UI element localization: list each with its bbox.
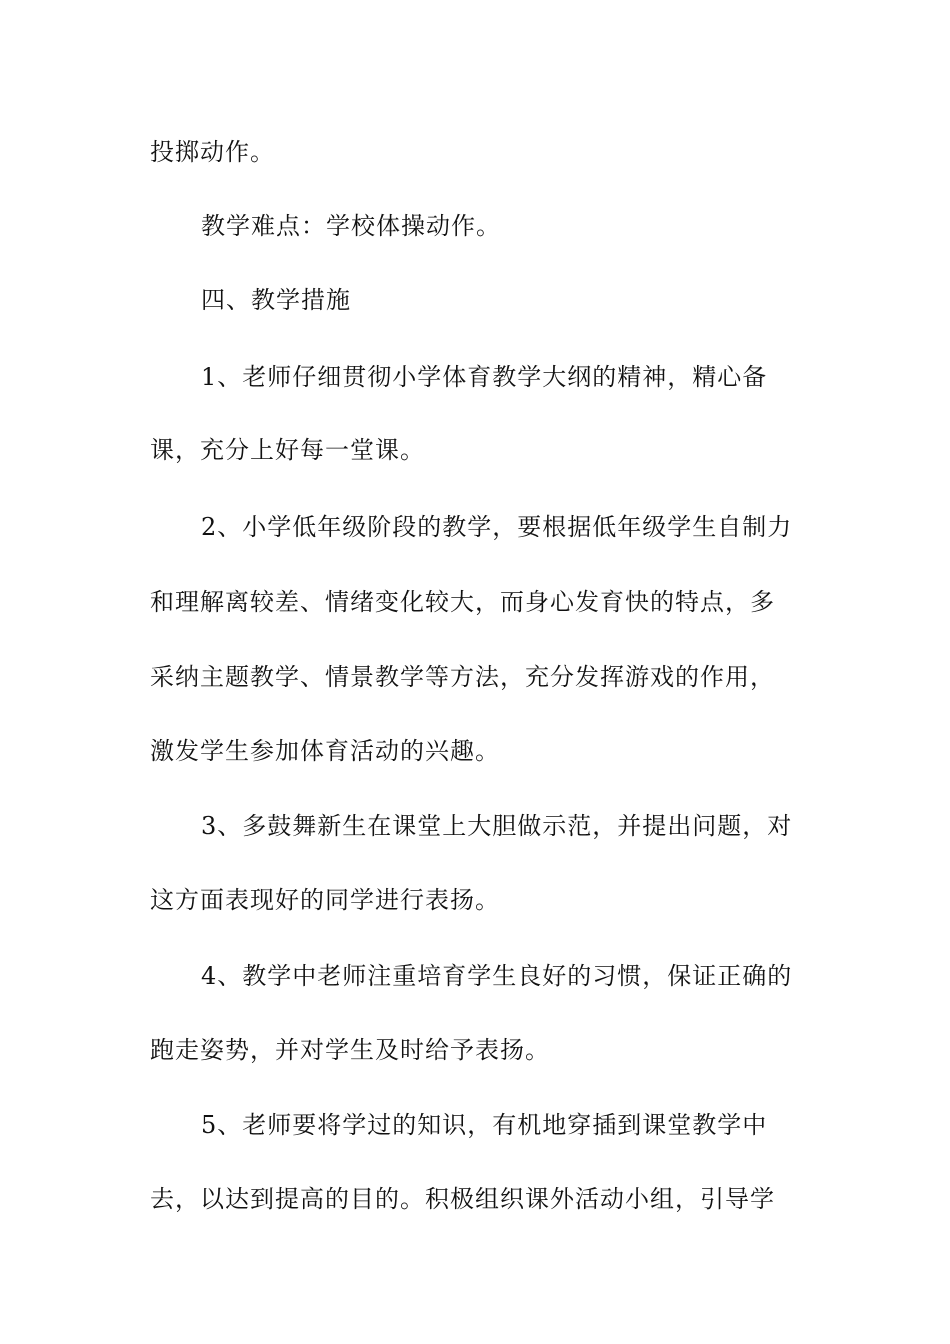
text-line: 1、老师仔细贯彻小学体育教学大纲的精神，精心备 [201, 363, 768, 391]
text-line: 这方面表现好的同学进行表扬。 [150, 886, 500, 914]
text-line: 和理解离较差、情绪变化较大，而身心发育快的特点，多 [150, 588, 775, 616]
text-line: 课，充分上好每一堂课。 [150, 436, 425, 464]
text-line: 采纳主题教学、情景教学等方法，充分发挥游戏的作用， [150, 663, 775, 691]
text-line: 5、老师要将学过的知识，有机地穿插到课堂教学中 [201, 1111, 768, 1139]
text-line: 激发学生参加体育活动的兴趣。 [150, 737, 500, 765]
text-line: 跑走姿势，并对学生及时给予表扬。 [150, 1036, 550, 1064]
text-line: 教学难点：学校体操动作。 [201, 212, 501, 240]
text-line: 4、教学中老师注重培育学生良好的习惯，保证正确的 [201, 962, 793, 990]
text-line: 3、多鼓舞新生在课堂上大胆做示范，并提出问题，对 [201, 812, 793, 840]
text-line: 去，以达到提高的目的。积极组织课外活动小组，引导学 [150, 1185, 775, 1213]
text-line: 投掷动作。 [150, 138, 275, 166]
section-heading: 四、教学措施 [201, 286, 351, 314]
text-line: 2、小学低年级阶段的教学，要根据低年级学生自制力 [201, 513, 793, 541]
